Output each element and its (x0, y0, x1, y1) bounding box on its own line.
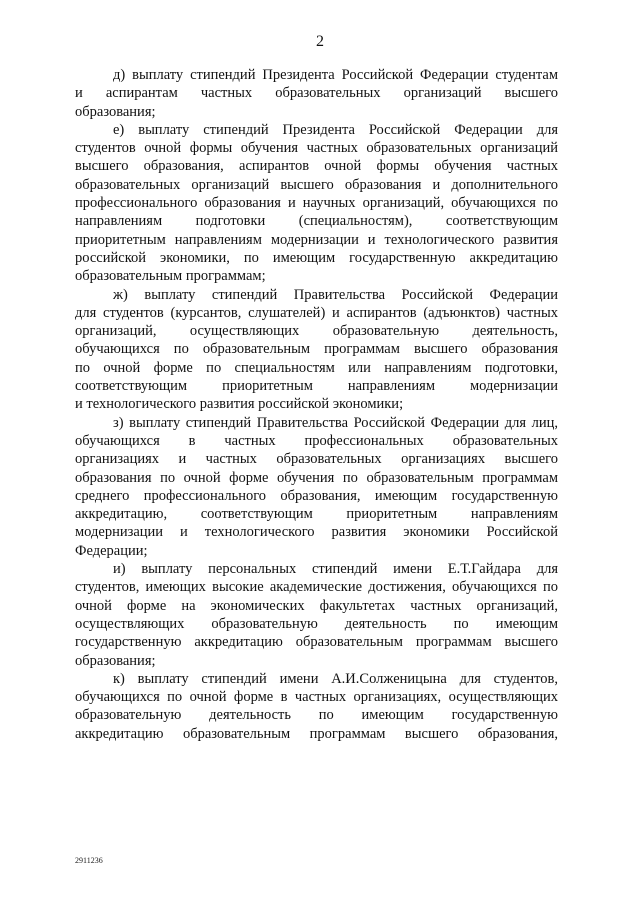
text-line: профессионального образования и научных организаций, обучающихся по (75, 195, 558, 212)
text-line: модернизации и технологического развития экономики Российской (75, 524, 558, 541)
text-line: ж) выплату стипендий Правительства Российской Федерации (113, 286, 558, 303)
text-line: образования; (75, 103, 156, 120)
text-line: студентов очной формы обучения частных образовательных организаций (75, 140, 558, 157)
text-line: среднего профессионального образования, имеющим государственную (75, 487, 558, 504)
text-line: аккредитацию, соответствующим приоритетным направлениям (75, 506, 558, 523)
text-line: образования; (75, 652, 156, 669)
text-line: по очной форме по специальностям или направлениям подготовки, (75, 359, 558, 376)
text-line: приоритетным направлениям модернизации и технологического развития (75, 231, 558, 248)
text-line: осуществляющих образовательную деятельность по имеющим (75, 615, 558, 632)
text-line: д) выплату стипендий Президента Российской Федерации студентам (113, 67, 558, 83)
document-code: 2911236 (75, 856, 103, 865)
text-line: высшего образования, аспирантов очной формы обучения частных (75, 158, 558, 175)
text-line: Федерации; (75, 542, 148, 559)
text-line: очной форме на экономических факультетах частных организаций, (75, 597, 558, 614)
paragraph-e (75, 121, 558, 286)
text-line: соответствующим приоритетным направлениям модернизации (75, 378, 558, 395)
text-line: образовательных организаций высшего образования и дополнительного (75, 176, 558, 193)
text-line: студентов, имеющих высокие академические достижения, обучающихся по (75, 579, 558, 596)
text-line: образовательным программам; (75, 268, 266, 285)
paragraph-z (75, 414, 558, 560)
text-line: обучающихся по очной форме в частных организациях, осуществляющих (75, 689, 558, 706)
text-line: образования по очной форме обучения по образовательным программам (75, 469, 558, 486)
text-line: и) выплату персональных стипендий имени Е.Т.Гайдара для (113, 561, 558, 578)
page-number: 2 (316, 33, 324, 50)
text-line: обучающихся в частных профессиональных образовательных (75, 432, 558, 449)
text-line: направлениям подготовки (специальностям), соответствующим (75, 213, 558, 230)
text-line: и технологического развития российской экономики; (75, 396, 404, 413)
text-line: е) выплату стипендий Президента Российской Федерации для (113, 121, 558, 138)
paragraph-i (75, 560, 558, 670)
paragraph-k (75, 670, 558, 743)
text-line: организациях и частных образовательных организациях высшего (75, 451, 558, 468)
text-line: аккредитацию образовательным программам высшего образования, (75, 725, 558, 742)
text-line: обучающихся по образовательным программам высшего образования (75, 341, 558, 358)
paragraph-d (75, 66, 558, 121)
document-body (75, 66, 558, 743)
text-line: организаций, осуществляющих образовательную деятельность, (75, 323, 558, 340)
text-line: российской экономики, по имеющим государственную аккредитацию (75, 249, 558, 266)
text-line: для студентов (курсантов, слушателей) и аспирантов (адъюнктов) частных (75, 304, 558, 321)
text-line: з) выплату стипендий Правительства Российской Федерации для лиц, (113, 414, 558, 431)
text-line: к) выплату стипендий имени А.И.Солженицына для студентов, (113, 670, 558, 687)
text-line: и аспирантам частных образовательных организаций высшего (75, 85, 558, 102)
text-line: государственную аккредитацию образовательным программам высшего (75, 634, 558, 651)
text-line: образовательную деятельность по имеющим государственную (75, 707, 558, 724)
paragraph-zh (75, 286, 558, 414)
